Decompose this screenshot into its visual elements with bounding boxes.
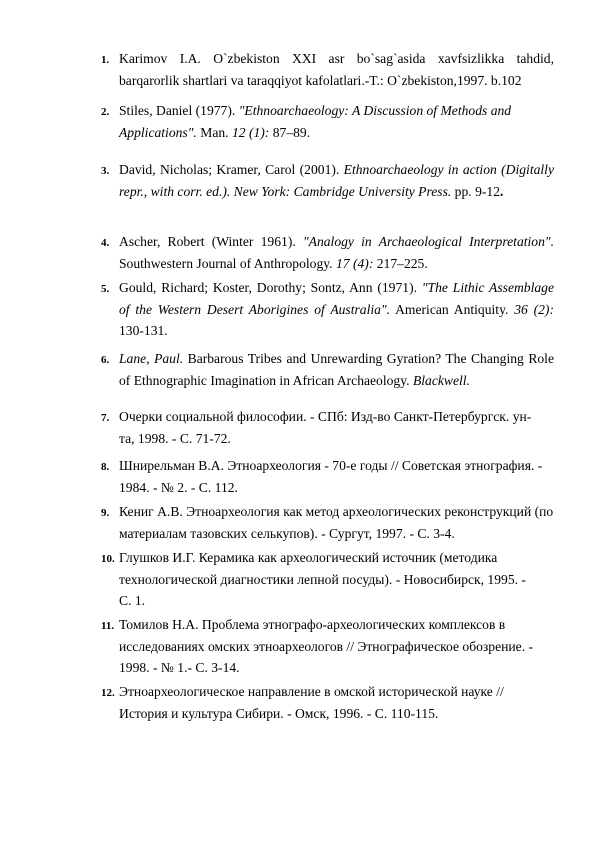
reference-number: 11. [101, 620, 115, 632]
reference-item [0, 100, 595, 159]
reference-number: 1. [101, 54, 110, 66]
reference-number: 2. [101, 106, 110, 118]
reference-item [0, 614, 595, 681]
reference-text: Очерки социальной философии. - СПб: Изд-во Санкт-Петербургск. ун-та, 1998. - С. 71-72. [119, 409, 532, 446]
reference-item [0, 455, 595, 501]
reference-number: 7. [101, 412, 110, 424]
reference-item [0, 231, 595, 277]
reference-text: Stiles, Daniel (1977). "Ethnoarchaeology: A Discussion of Methods and Applications". Man. 12 (1): 87–89. [119, 103, 512, 140]
reference-number: 12. [101, 687, 115, 699]
reference-number: 9. [101, 507, 110, 519]
reference-item [0, 547, 595, 614]
reference-text: Шнирельман В.А. Этноархеология - 70-е годы // Советская этнография. - 1984. - № 2. - С. 112. [119, 458, 543, 495]
reference-item [0, 348, 595, 406]
reference-item [0, 159, 595, 231]
reference-text: Этноархеологическое направление в омской исторической науке // История и культура Сибири. - Омск, 1996. - С. 110-115. [119, 684, 504, 721]
reference-text: Кениг А.В. Этноархеология как метод археологических реконструкций (по материалам тазовских селькупов). - Сургут, 1997. - С. 3-4. [119, 504, 554, 541]
reference-number: 4. [101, 237, 110, 249]
reference-text: Томилов Н.А. Проблема этнографо-археологических комплексов в исследованиях омских этноархеологов // Этнографическое обозрение. - 1998. - № 1.- С. 3-14. [119, 617, 534, 676]
reference-item [0, 681, 595, 727]
reference-number: 5. [101, 283, 110, 295]
reference-number: 3. [101, 165, 110, 177]
reference-number: 10. [101, 553, 115, 565]
reference-text: Gould, Richard; Koster, Dorothy; Sontz, Ann (1971). "The Lithic Assemblage of the Western Desert Aborigines of Australia". American Antiquity. 36 (2): 130-131. [119, 280, 554, 339]
reference-list [0, 48, 595, 727]
reference-text: David, Nicholas; Kramer, Carol (2001). Ethnoarchaeology in action (Digitally repr., with corr. ed.). New York: Cambridge University Press. pp. 9-12. [119, 162, 554, 199]
reference-text: Глушков И.Г. Керамика как археологический источник (методика технологической диагностики лепной посуды). - Новосибирск, 1995. - С. 1. [119, 550, 526, 609]
reference-item [0, 277, 595, 348]
reference-text: Ascher, Robert (Winter 1961). "Analogy in Archaeological Interpretation". Southwestern Journal of Anthropology. 17 (4): 217–225. [119, 234, 555, 271]
reference-item [0, 48, 595, 100]
reference-text: Karimov I.A. O`zbekiston XXI asr bo`sag`asida xavfsizlikka tahdid, barqarorlik shartlari va taraqqiyot kafolatlari.-T.: O`zbekiston,1997. b.102 [119, 51, 554, 88]
reference-text: Lane, Paul. Barbarous Tribes and Unrewarding Gyration? The Changing Role of Ethnographic Imagination in African Archaeology. Blackwell. [119, 351, 554, 388]
reference-item [0, 501, 595, 547]
reference-number: 6. [101, 354, 110, 366]
reference-item [0, 406, 595, 455]
reference-number: 8. [101, 461, 110, 473]
